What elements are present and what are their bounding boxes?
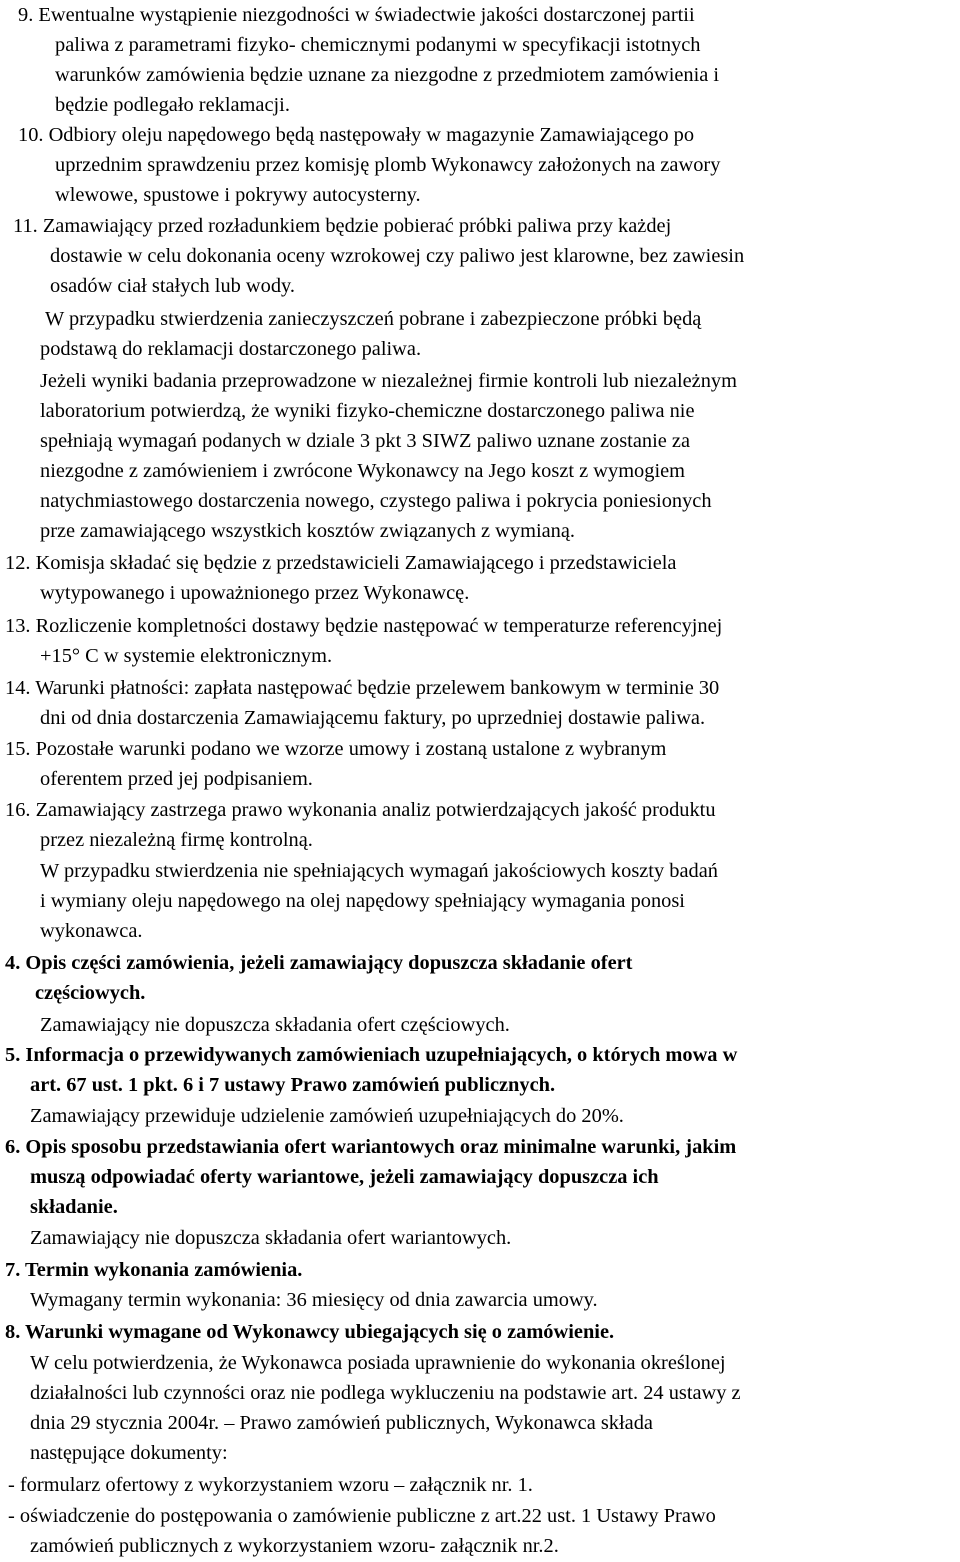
item-12-line-2: wytypowanego i upoważnionego przez Wykonawcę. — [40, 582, 470, 604]
section-8-body-line-1: W celu potwierdzenia, że Wykonawca posiada uprawnienie do wykonania określonej — [30, 1352, 726, 1374]
item-10-line-1: 10. Odbiory oleju napędowego będą następowały w magazynie Zamawiającego po — [18, 124, 695, 146]
item-11-para3-line-1: Jeżeli wyniki badania przeprowadzone w niezależnej firmie kontroli lub niezależnym — [40, 370, 737, 392]
section-8-list-item-2: - oświadczenie do postępowania o zamówienie publiczne z art.22 ust. 1 Ustawy Prawo — [8, 1505, 716, 1527]
section-7-heading: 7. Termin wykonania zamówienia. — [5, 1259, 303, 1281]
item-11-line-3: osadów ciał stałych lub wody. — [50, 275, 296, 297]
section-4-heading-line-2: częściowych. — [35, 982, 146, 1004]
item-11-para3-line-6: prze zamawiającego wszystkich kosztów związanych z wymianą. — [40, 520, 576, 542]
section-6-heading-line-3: składanie. — [30, 1196, 118, 1218]
item-16-line-2: przez niezależną firmę kontrolną. — [40, 829, 313, 851]
item-9-line-2: paliwa z parametrami fizyko- chemicznymi podanymi w specyfikacji istotnych — [55, 34, 701, 56]
item-16-para2-line-2: i wymiany oleju napędowego na olej napędowy spełniający wymagania ponosi — [40, 890, 685, 912]
section-8-body-line-2: działalności lub czynności oraz nie podlega wykluczeniu na podstawie art. 24 ustawy z — [30, 1382, 741, 1404]
section-8-body-line-4: następujące dokumenty: — [30, 1442, 228, 1464]
section-8-list-item-2-cont: zamówień publicznych z wykorzystaniem wzoru- załącznik nr.2. — [30, 1535, 559, 1557]
section-6-heading-line-2: muszą odpowiadać oferty wariantowe, jeżeli zamawiający dopuszcza ich — [30, 1166, 659, 1188]
section-6-body: Zamawiający nie dopuszcza składania ofert wariantowych. — [30, 1227, 512, 1249]
section-4-heading-line-1: 4. Opis części zamówienia, jeżeli zamawiający dopuszcza składanie ofert — [5, 952, 633, 974]
item-10-line-3: wlewowe, spustowe i pokrywy autocysterny. — [55, 184, 421, 206]
item-11-para3-line-4: niezgodne z zamówieniem i zwrócone Wykonawcy na Jego koszt z wymogiem — [40, 460, 686, 482]
item-9-line-3: warunków zamówienia będzie uznane za niezgodne z przedmiotem zamówienia i — [55, 64, 720, 86]
item-11-para3-line-3: spełniają wymagań podanych w dziale 3 pkt 3 SIWZ paliwo uznane zostanie za — [40, 430, 691, 452]
section-5-heading-line-2: art. 67 ust. 1 pkt. 6 i 7 ustawy Prawo zamówień publicznych. — [30, 1074, 556, 1096]
item-15-line-2: oferentem przed jej podpisaniem. — [40, 768, 313, 790]
item-9-line-4: będzie podlegało reklamacji. — [55, 94, 290, 116]
item-16-para2-line-3: wykonawca. — [40, 920, 143, 942]
item-14-line-2: dni od dnia dostarczenia Zamawiającemu faktury, po uprzedniej dostawie paliwa. — [40, 707, 706, 729]
item-13-line-1: 13. Rozliczenie kompletności dostawy będzie następować w temperaturze referencyjnej — [5, 615, 723, 637]
item-14-line-1: 14. Warunki płatności: zapłata następować będzie przelewem bankowym w terminie 30 — [5, 677, 720, 699]
item-11-line-2: dostawie w celu dokonania oceny wzrokowej czy paliwo jest klarowne, bez zawiesin — [50, 245, 745, 267]
item-11-para3-line-5: natychmiastowego dostarczenia nowego, czystego paliwa i pokrycia poniesionych — [40, 490, 712, 512]
item-11-line-1: 11. Zamawiający przed rozładunkiem będzie pobierać próbki paliwa przy każdej — [13, 215, 672, 237]
item-16-para2-line-1: W przypadku stwierdzenia nie spełniających wymagań jakościowych koszty badań — [40, 860, 718, 882]
item-13-line-2: +15° C w systemie elektronicznym. — [40, 645, 333, 667]
section-4-body: Zamawiający nie dopuszcza składania ofert częściowych. — [40, 1014, 510, 1036]
section-5-body: Zamawiający przewiduje udzielenie zamówień uzupełniających do 20%. — [30, 1105, 624, 1127]
item-10-line-2: uprzednim sprawdzeniu przez komisję plomb Wykonawcy założonych na zawory — [55, 154, 721, 176]
section-8-heading: 8. Warunki wymagane od Wykonawcy ubiegających się o zamówienie. — [5, 1321, 615, 1343]
item-11-para2-line-1: W przypadku stwierdzenia zanieczyszczeń pobrane i zabezpieczone próbki będą — [45, 308, 702, 330]
item-16-line-1: 16. Zamawiający zastrzega prawo wykonania analiz potwierdzających jakość produktu — [5, 799, 716, 821]
section-5-heading-line-1: 5. Informacja o przewidywanych zamówieniach uzupełniających, o których mowa w — [5, 1044, 738, 1066]
section-8-list-item-1: - formularz ofertowy z wykorzystaniem wzoru – załącznik nr. 1. — [8, 1474, 533, 1496]
section-7-body: Wymagany termin wykonania: 36 miesięcy od dnia zawarcia umowy. — [30, 1289, 598, 1311]
section-6-heading-line-1: 6. Opis sposobu przedstawiania ofert wariantowych oraz minimalne warunki, jakim — [5, 1136, 737, 1158]
item-12-line-1: 12. Komisja składać się będzie z przedstawicieli Zamawiającego i przedstawiciela — [5, 552, 677, 574]
section-8-body-line-3: dnia 29 stycznia 2004r. – Prawo zamówień publicznych, Wykonawca składa — [30, 1412, 653, 1434]
item-11-para3-line-2: laboratorium potwierdzą, że wyniki fizyko-chemiczne dostarczonego paliwa nie — [40, 400, 695, 422]
item-9-line-1: 9. Ewentualne wystąpienie niezgodności w świadectwie jakości dostarczonej partii — [18, 4, 695, 26]
item-15-line-1: 15. Pozostałe warunki podano we wzorze umowy i zostaną ustalone z wybranym — [5, 738, 667, 760]
item-11-para2-line-2: podstawą do reklamacji dostarczonego paliwa. — [40, 338, 422, 360]
